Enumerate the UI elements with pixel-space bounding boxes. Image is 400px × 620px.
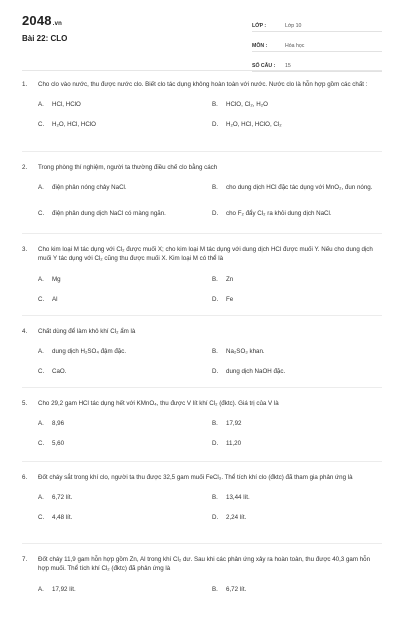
option-letter: B. — [212, 494, 218, 502]
option-letter: A. — [38, 494, 44, 502]
option-text: 17,92 lít. — [52, 585, 76, 593]
answer-option[interactable] — [38, 368, 206, 377]
option-letter: C. — [38, 440, 45, 448]
question-text: Cho 29,2 gam HCl tác dụng hết với KMnO₄, thu được V lít khí Cl₂ (đktc). Giá trị của V là — [38, 400, 279, 407]
answer-option[interactable] — [38, 586, 206, 595]
answer-option[interactable] — [38, 121, 206, 130]
question-block — [22, 245, 382, 310]
option-text: 13,44 lít. — [226, 494, 250, 502]
option-text: H₂O, HCl, HClO — [52, 121, 96, 129]
option-letter: D. — [212, 368, 219, 376]
option-letter: D. — [212, 210, 219, 218]
answer-options — [38, 348, 382, 382]
question-separator — [22, 233, 382, 234]
option-letter: A. — [38, 101, 44, 109]
question-text: Đốt cháy sắt trong khí clo, người ta thu được 32,5 gam muối FeCl₃. Thể tích khí clo (đktc) đã tham gia phản ứng là — [38, 474, 353, 481]
answer-option[interactable] — [38, 494, 206, 503]
option-letter: B. — [212, 275, 218, 283]
answer-option[interactable] — [212, 121, 382, 130]
question-number: 2. — [22, 164, 28, 171]
option-text: 17,92 — [226, 420, 242, 428]
question-text: Cho clo vào nước, thu được nước clo. Biết clo tác dụng không hoàn toàn với nước. Nước clo là hỗn hợp gồm các chất : — [38, 81, 368, 88]
header-divider — [22, 70, 382, 71]
option-letter: B. — [212, 184, 218, 192]
meta-label: MÔN : — [252, 43, 268, 49]
answer-option[interactable] — [38, 101, 206, 110]
answer-option[interactable] — [212, 101, 382, 110]
question-number: 7. — [22, 556, 28, 563]
answer-option[interactable] — [212, 348, 382, 357]
question-separator — [22, 543, 382, 544]
question-text: Trong phòng thí nghiệm, người ta thường điều chế clo bằng cách — [38, 164, 218, 171]
question-block — [22, 555, 382, 620]
answer-option[interactable] — [212, 296, 382, 305]
option-letter: C. — [38, 295, 45, 303]
option-letter: D. — [212, 440, 219, 448]
answer-option[interactable] — [212, 420, 382, 429]
option-letter: D. — [212, 121, 219, 129]
answer-option[interactable] — [212, 276, 382, 285]
option-text: 4,48 lít. — [52, 514, 73, 522]
question-separator — [22, 461, 382, 462]
question-block — [22, 80, 382, 135]
option-letter: B. — [212, 101, 218, 109]
answer-option[interactable] — [38, 276, 206, 285]
meta-label: LỚP : — [252, 23, 267, 29]
answer-option[interactable] — [38, 514, 206, 523]
meta-row-class — [252, 16, 382, 32]
option-letter: A. — [38, 348, 44, 356]
question-text: Cho kim loại M tác dụng với Cl₂ được muối X; cho kim loại M tác dụng với dung dịch HCl được muối Y. Nếu cho dung dịch muối Y tác dụng với Cl₂ cũng thu được muối X. Kim loại M có thể là — [38, 246, 373, 263]
meta-value: Hóa học — [285, 43, 305, 49]
answer-option[interactable] — [38, 348, 206, 357]
answer-options — [38, 184, 382, 218]
answer-option[interactable] — [38, 420, 206, 429]
option-text: Mg — [52, 275, 61, 283]
option-text: 11,20 — [226, 440, 242, 448]
option-text: HCl, HClO — [52, 101, 81, 109]
option-letter: A. — [38, 585, 44, 593]
answer-option[interactable] — [38, 296, 206, 305]
question-text: Đốt cháy 11,9 gam hỗn hợp gồm Zn, Al trong khí Cl₂ dư. Sau khi các phản ứng xảy ra hoàn toàn, thu được 40,3 gam hỗn hợp muối. Thể tích khí Cl₂ (đktc) đã phản ứng là — [38, 556, 371, 573]
option-letter: C. — [38, 121, 45, 129]
question-block — [22, 399, 382, 454]
option-text: CaO. — [52, 368, 67, 376]
option-text: 5,60 — [52, 440, 65, 448]
answer-option[interactable] — [38, 440, 206, 449]
option-letter: C. — [38, 514, 45, 522]
option-text: dung dịch NaOH đặc. — [226, 368, 286, 376]
answer-option[interactable] — [38, 184, 206, 193]
option-text: 2,24 lít. — [226, 514, 247, 522]
question-number: 5. — [22, 400, 28, 407]
answer-options — [38, 276, 382, 310]
option-letter: D. — [212, 295, 219, 303]
answer-option[interactable] — [212, 440, 382, 449]
option-text: Zn — [226, 275, 234, 283]
answer-options — [38, 101, 382, 135]
option-letter: B. — [212, 585, 218, 593]
option-letter: C. — [38, 368, 45, 376]
option-text: dung dịch H₂SO₄ đậm đặc. — [52, 348, 127, 356]
answer-option[interactable] — [212, 586, 382, 595]
option-letter: D. — [212, 514, 219, 522]
option-letter: A. — [38, 420, 44, 428]
question-number: 6. — [22, 474, 28, 481]
option-letter: C. — [38, 210, 45, 218]
option-text: Al — [52, 295, 58, 303]
answer-option[interactable] — [212, 184, 382, 193]
option-text: 8,96 — [52, 420, 65, 428]
answer-options — [38, 494, 382, 528]
question-number: 1. — [22, 81, 28, 88]
meta-value: 15 — [285, 63, 291, 69]
option-letter: A. — [38, 184, 44, 192]
option-text: cho dung dịch HCl đặc tác dụng với MnO₂, đun nóng. — [226, 184, 373, 192]
answer-option[interactable] — [38, 210, 206, 219]
answer-options — [38, 420, 382, 454]
question-text: Chất dùng để làm khô khí Cl₂ ẩm là — [38, 328, 136, 335]
question-block — [22, 473, 382, 528]
option-letter: B. — [212, 348, 218, 356]
option-text: H₂O, HCl, HClO, Cl₂ — [226, 121, 282, 129]
logo-suffix: .vn — [52, 21, 63, 27]
worksheet-header — [0, 0, 400, 69]
site-logo[interactable] — [22, 13, 62, 28]
answer-option[interactable] — [212, 494, 382, 503]
option-text: HClO, Cl₂, H₂O — [226, 101, 268, 109]
meta-row-subject — [252, 36, 382, 52]
lesson-title: Bài 22: CLO — [22, 34, 68, 43]
option-text: Na₂SO₃ khan. — [226, 348, 265, 356]
option-text: cho F₂ đẩy Cl₂ ra khỏi dung dịch NaCl. — [226, 210, 332, 218]
answer-options — [38, 586, 382, 620]
question-number: 4. — [22, 328, 28, 335]
option-letter: A. — [38, 275, 44, 283]
question-separator — [22, 151, 382, 152]
question-separator — [22, 387, 382, 388]
answer-option[interactable] — [212, 210, 382, 219]
answer-option[interactable] — [212, 368, 382, 377]
option-text: 6,72 lít. — [226, 585, 247, 593]
question-separator — [22, 315, 382, 316]
worksheet-meta — [252, 16, 382, 76]
question-block — [22, 327, 382, 382]
question-number: 3. — [22, 246, 28, 253]
option-text: điện phân dung dịch NaCl có màng ngăn. — [52, 210, 166, 218]
option-text: Fe — [226, 295, 234, 303]
meta-value: Lớp 10 — [285, 23, 302, 29]
option-text: 6,72 lít. — [52, 494, 73, 502]
logo-text: 2048 — [22, 13, 52, 28]
question-block — [22, 163, 382, 218]
answer-option[interactable] — [212, 514, 382, 523]
meta-label: SỐ CÂU : — [252, 63, 276, 69]
option-text: điện phân nóng chảy NaCl. — [52, 184, 127, 192]
option-letter: B. — [212, 420, 218, 428]
